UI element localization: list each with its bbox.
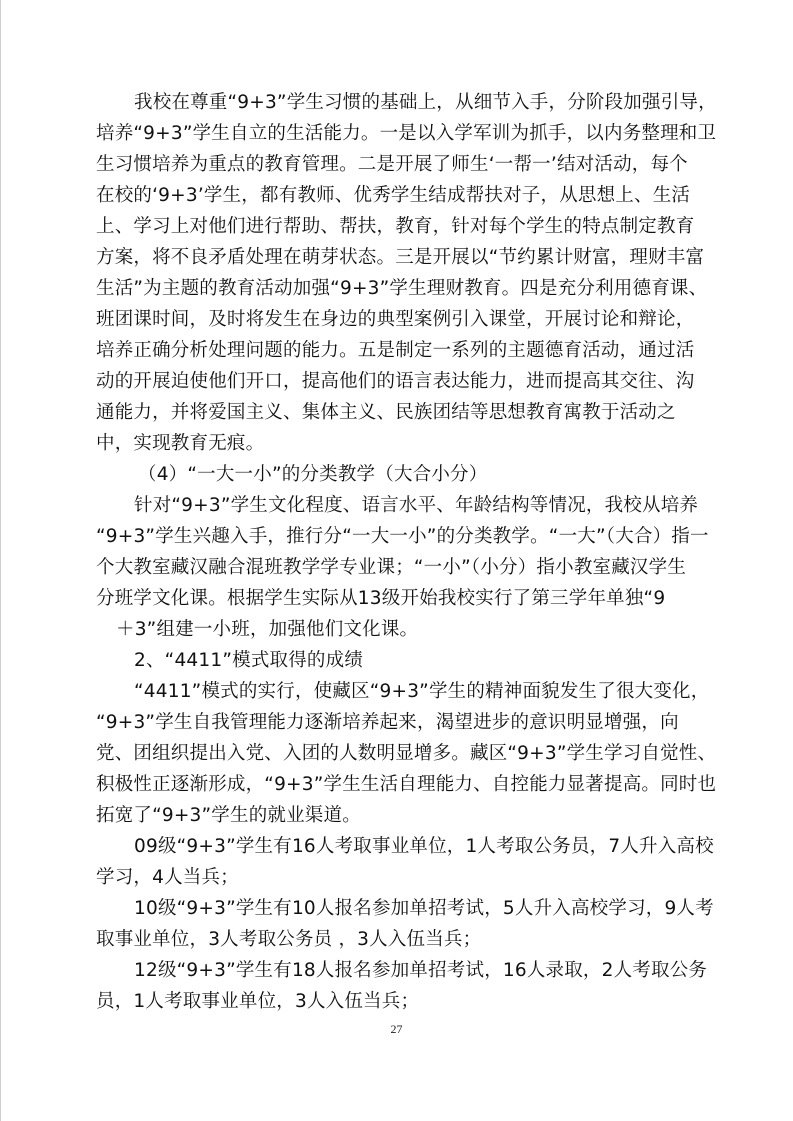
paragraph-line: 拓宽了“9+3”学生的就业渠道。 bbox=[96, 805, 361, 826]
paragraph-line: 10级“9+3”学生有10人报名参加单招考试，5人升入高校学习，9人考 bbox=[134, 898, 714, 919]
paragraph-line: 党、团组织提出入党、入团的人数明显增多。藏区“9+3”学生学习自觉性、 bbox=[96, 743, 717, 764]
page-number: 27 bbox=[390, 1022, 403, 1036]
paragraph-line: 上、学习上对他们进行帮助、帮扶，教育，针对每个学生的特点制定教育 bbox=[96, 216, 695, 237]
paragraph-line: 09级“9+3”学生有16人考取事业单位，1人考取公务员，7人升入高校 bbox=[134, 836, 714, 857]
paragraph-line: 通能力，并将爱国主义、集体主义、民族团结等思想教育寓教于活动之 bbox=[96, 402, 676, 423]
paragraph-line: 分班学文化课。根据学生实际从13级开始我校实行了第三学年单独“9 bbox=[96, 588, 666, 609]
paragraph-line: 学习，4人当兵； bbox=[96, 867, 239, 888]
paragraph-line: “4411”模式的实行，使藏区“9+3”学生的精神面貌发生了很大变化， bbox=[134, 681, 710, 702]
section-heading: 2、“4411”模式取得的成绩 bbox=[134, 650, 364, 671]
paragraph-line: ＋3”组建一小班，加强他们文化课。 bbox=[116, 619, 419, 640]
paragraph-line: 动的开展迫使他们开口，提高他们的语言表达能力，进而提高其交往、沟 bbox=[96, 371, 695, 392]
paragraph-line: 班团课时间，及时将发生在身边的典型案例引入课堂，开展讨论和辩论， bbox=[96, 309, 695, 330]
paragraph-line: 培养正确分析处理问题的能力。五是制定一系列的主题德育活动，通过活 bbox=[96, 340, 695, 361]
section-heading: （4）“一大一小”的分类教学（大合小分） bbox=[138, 464, 488, 485]
paragraph-line: 培养“9+3”学生自立的生活能力。一是以入学军训为抓手，以内务整理和卫 bbox=[96, 123, 717, 144]
paragraph-line: 在校的‘9+3’学生，都有教师、优秀学生结成帮扶对子，从思想上、生活 bbox=[96, 185, 691, 206]
paragraph-line: 员，1人考取事业单位，3人入伍当兵； bbox=[96, 991, 420, 1012]
paragraph-line: “9+3”学生兴趣入手，推行分“一大一小”的分类教学。“一大”（大合）指一 bbox=[96, 526, 709, 547]
paragraph-line: 生活”为主题的教育活动加强“9+3”学生理财教育。四是充分利用德育课、 bbox=[96, 278, 708, 299]
paragraph-line: 个大教室藏汉融合混班教学学专业课；“一小”（小分）指小教室藏汉学生 bbox=[96, 557, 687, 578]
paragraph-line: 取事业单位，3人考取公务员 ，3人入伍当兵； bbox=[96, 929, 482, 950]
paragraph-line: 中，实现教育无痕。 bbox=[96, 433, 265, 454]
paragraph-line: 针对“9+3”学生文化程度、语言水平、年龄结构等情况，我校从培养 bbox=[134, 495, 699, 516]
paragraph-line: 积极性正逐渐形成，“9+3”学生生活自理能力、自控能力显著提高。同时也 bbox=[96, 774, 717, 795]
paragraph-line: 方案，将不良矛盾处理在萌芽状态。三是开展以“节约累计财富，理财丰富 bbox=[96, 247, 705, 268]
page-left-border bbox=[0, 0, 1, 1121]
paragraph-line: “9+3”学生自我管理能力逐渐培养起来，渴望进步的意识明显增强，向 bbox=[96, 712, 679, 733]
document-body bbox=[96, 87, 717, 1017]
paragraph-line: 我校在尊重“9+3”学生习惯的基础上，从细节入手，分阶段加强引导， bbox=[134, 92, 717, 113]
paragraph-line: 12级“9+3”学生有18人报名参加单招考试，16人录取，2人考取公务 bbox=[134, 960, 708, 981]
paragraph-line: 生习惯培养为重点的教育管理。二是开展了师生‘一帮一’结对活动，每个 bbox=[96, 154, 688, 175]
